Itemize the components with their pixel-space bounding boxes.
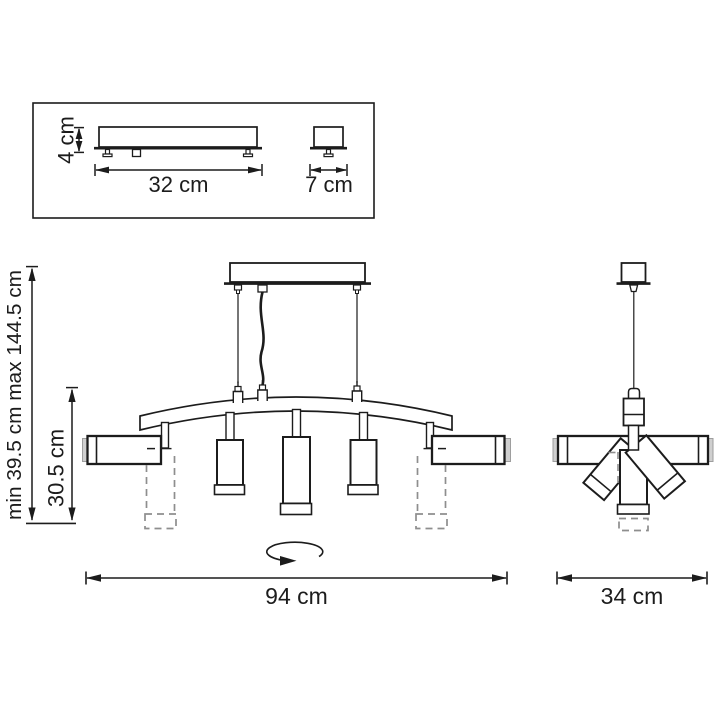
mount-plate-body xyxy=(99,127,257,147)
spotlight-rim xyxy=(618,505,650,515)
height-range-label: min 39.5 cm max 144.5 cm xyxy=(4,279,26,520)
spotlight-rim xyxy=(215,485,245,495)
bar-connector-right xyxy=(352,381,361,402)
front-view xyxy=(4,263,511,609)
cable-gland-center xyxy=(258,285,267,292)
stem-spot-2 xyxy=(226,413,234,441)
side-canopy-gland xyxy=(630,285,638,292)
ceiling-plate xyxy=(230,263,365,282)
dim-front-width xyxy=(86,572,507,610)
spotlight-cylinder-right xyxy=(348,440,378,495)
spotlight-cylinder-left xyxy=(215,440,245,495)
dashed-position-left xyxy=(145,456,176,529)
dim-side-width xyxy=(557,572,707,610)
bar-connector-left xyxy=(233,382,242,404)
plate-height-label: 4 cm xyxy=(53,116,79,164)
side-width-label: 34 cm xyxy=(600,583,664,609)
canopy-body xyxy=(314,127,343,147)
stem-spot-left-end xyxy=(161,423,172,449)
wire-gland-left xyxy=(235,285,242,294)
wire-gland-right xyxy=(354,285,361,294)
spotlight-horizontal-right xyxy=(432,436,511,464)
side-dashed-position xyxy=(619,519,648,531)
spotlight-rim xyxy=(281,504,312,515)
stem-spot-center xyxy=(293,410,301,438)
front-width-label: 94 cm xyxy=(265,583,328,609)
inset-panel xyxy=(33,103,374,218)
spotlight-cylinder-center xyxy=(281,437,312,515)
spotlight-rim xyxy=(348,485,378,495)
drop-height-label: 30.5 cm xyxy=(43,428,69,508)
adjuster-block xyxy=(624,399,645,426)
spotlight-horizontal-left xyxy=(83,436,162,464)
canopy-width-label: 7 cm xyxy=(305,172,353,197)
mount-plate-clip xyxy=(133,150,141,157)
dim-drop-height xyxy=(44,388,79,521)
dashed-position-right xyxy=(416,456,447,529)
rotation-arrow-icon xyxy=(267,542,323,565)
plate-length-label: 32 cm xyxy=(148,172,209,197)
wire-adjuster xyxy=(624,389,645,426)
dim-height-range xyxy=(4,267,38,521)
side-view xyxy=(553,263,713,609)
inset-panel-border xyxy=(33,103,374,218)
stem-spot-4 xyxy=(360,413,368,441)
side-stem xyxy=(629,426,639,451)
side-canopy xyxy=(622,263,646,282)
power-cable-twisted xyxy=(261,292,264,385)
bar-connector-center xyxy=(258,380,267,401)
